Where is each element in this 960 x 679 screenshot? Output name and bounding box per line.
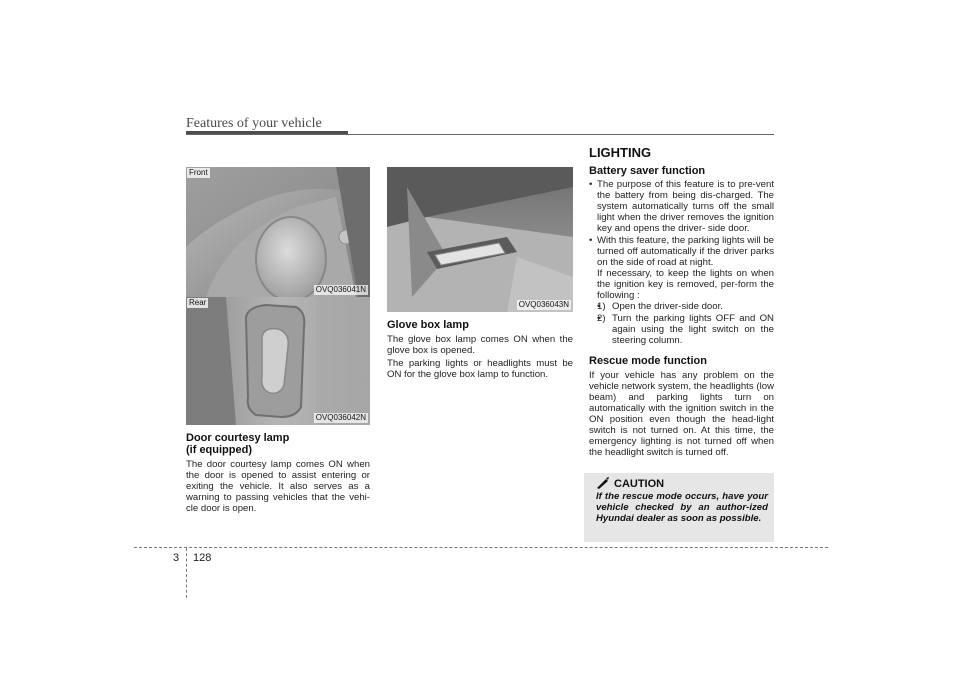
rescue-mode-body: If your vehicle has any problem on the vehicle network system, the headlights (low beam) and parking lights turn on automatically with the ignition switch in the ON position even though the head-light switch is not turned on. At this time, the emergency lighting is not turned off when the headlight switch is turned off. [589,370,774,458]
door-lamp-heading-line2: (if equipped) [186,444,252,456]
glove-lamp-heading: Glove box lamp [387,319,469,331]
battery-saver-bullet-2-text: With this feature, the parking lights will be turned off automatically if the driver parks on the side of road at night. [597,235,774,268]
glove-photo-code: OVQ036043N [518,300,569,309]
footer-divider [186,548,187,598]
step-number: • 1) [597,301,606,312]
battery-saver-bullet-2-cont: If necessary, to keep the lights on when the ignition key is removed, per-form the following : [597,268,774,301]
header-rule [186,134,774,135]
door-panel-illustration [186,167,370,297]
rear-door-illustration [186,297,370,425]
step-item [597,313,774,346]
footer-rule [134,547,828,548]
rear-photo-code: OVQ036042N [315,413,366,422]
glove-box-lamp-photo [387,167,573,312]
door-lamp-body: The door courtesy lamp comes ON when the door is opened to assist entering or exiting the vehicle. It also serves as a warning to passing vehicles that the vehi-cle door is open. [186,459,370,514]
step-item [597,301,774,312]
running-header-title: Features of your vehicle [186,116,322,131]
front-photo-code: OVQ036041N [315,285,366,294]
caution-title-text: CAUTION [614,478,665,490]
battery-saver-list [589,179,774,346]
lighting-section [589,145,774,458]
glove-box-section [387,319,573,380]
battery-saver-bullet-1: • The purpose of this feature is to pre-vent the battery from being dis-charged. The system automatically turns off the small light when the driver removes the ignition key and opens the driver- side door. [589,179,774,234]
front-label: Front [189,168,208,177]
glove-lamp-body-2: The parking lights or headlights must be ON for the glove box lamp to function. [387,358,573,380]
front-door-lamp-photo [186,167,370,297]
step-text: Open the driver-side door. [612,301,723,312]
caution-title [596,477,664,490]
step-number: • 2) [597,313,606,324]
glove-box-illustration [387,167,573,312]
lighting-title: LIGHTING [589,145,652,160]
battery-saver-steps [597,301,774,346]
step-text: Turn the parking lights OFF and ON again using the light switch on the steering column. [612,313,774,346]
section-number: 3 [173,552,180,564]
door-lamp-heading-line1: Door courtesy lamp [186,432,290,444]
caution-body: If the rescue mode occurs, have your vehicle checked by an author-ized Hyundai dealer as soon as possible. [596,491,768,524]
door-courtesy-section [186,432,370,514]
battery-saver-bullet-2 [589,235,774,346]
caution-icon [596,477,610,489]
glove-lamp-body-1: The glove box lamp comes ON when the glove box is opened. [387,334,573,356]
battery-saver-heading: Battery saver function [589,165,706,177]
caution-box [584,473,774,542]
rear-door-lamp-photo [186,297,370,425]
page-number: 128 [193,552,212,564]
rear-label: Rear [189,298,207,307]
rescue-mode-heading: Rescue mode function [589,355,707,367]
